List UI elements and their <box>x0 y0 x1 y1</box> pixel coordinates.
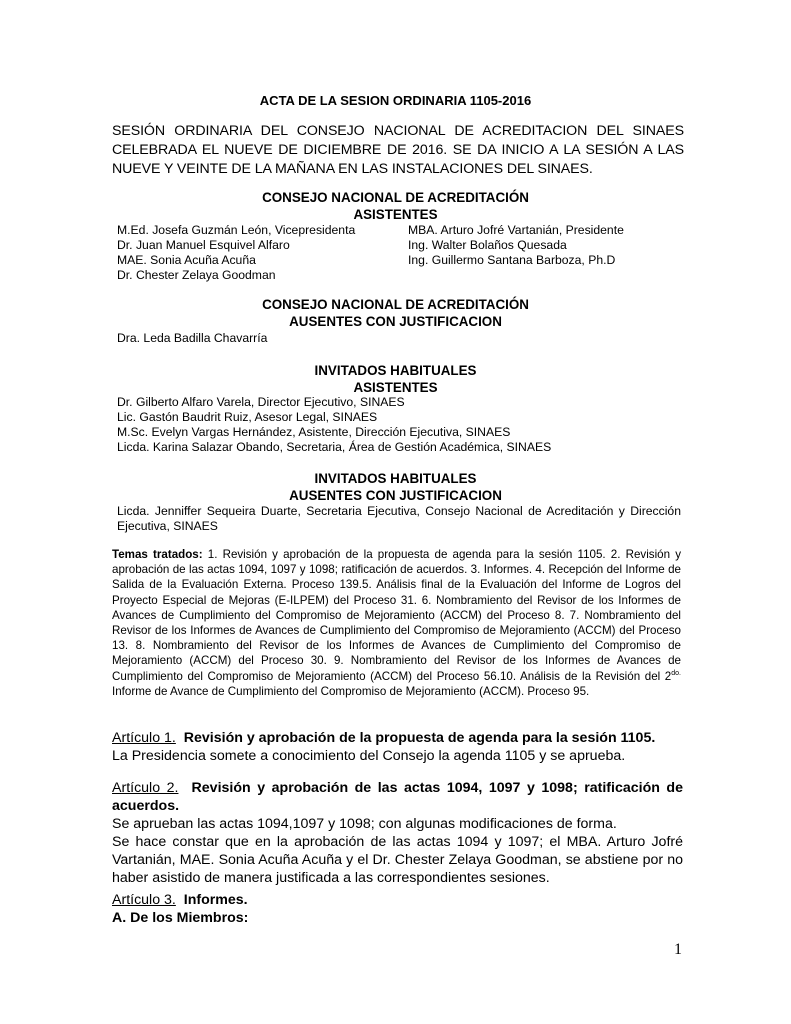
heading-line-2: ASISTENTES <box>353 380 438 395</box>
articulo-3 <box>112 891 683 927</box>
temas-tratados-paragraph <box>112 547 681 699</box>
articulo-1 <box>112 729 683 765</box>
articulo-2-body-1: Se aprueban las actas 1094,1097 y 1098; con algunas modificaciones de forma. <box>112 816 617 832</box>
articulo-3-title: Informes. <box>183 892 248 908</box>
attendee-name: M.Ed. Josefa Guzmán León, Vicepresidenta <box>117 223 356 237</box>
heading-line-2: AUSENTES CON JUSTIFICACION <box>289 488 502 503</box>
attendee-name: Ing. Walter Bolaños Quesada <box>408 238 567 252</box>
temas-superscript: do. <box>671 669 681 677</box>
consejo-ausentes-heading <box>0 296 791 330</box>
intro-paragraph: SESIÓN ORDINARIA DEL CONSEJO NACIONAL DE ACREDITACION DEL SINAES CELEBRADA EL NUEVE DE DICIEMBRE DE 2016. SE DA INICIO A LA SESIÓN A LAS NUEVE Y VEINTE DE LA MAÑANA EN LAS INSTALACIONES DEL SINAES. <box>112 123 684 177</box>
invitados-asistentes-list <box>117 395 551 455</box>
guest-name: Dr. Gilberto Alfaro Varela, Director Ejecutivo, SINAES <box>117 395 405 409</box>
heading-line-1: INVITADOS HABITUALES <box>314 363 477 378</box>
attendee-name: MAE. Sonia Acuña Acuña <box>117 253 256 267</box>
heading-line-1: CONSEJO NACIONAL DE ACREDITACIÓN <box>262 297 529 312</box>
attendee-name: Dr. Juan Manuel Esquivel Alfaro <box>117 238 290 252</box>
heading-line-2: AUSENTES CON JUSTIFICACION <box>289 314 502 329</box>
invitados-asistentes-heading <box>0 362 791 396</box>
articulo-2 <box>112 779 683 887</box>
attendee-name: Ing. Guillermo Santana Barboza, Ph.D <box>408 253 616 267</box>
consejo-asistentes-left-list <box>117 223 355 283</box>
articulo-1-body: La Presidencia somete a conocimiento del Consejo la agenda 1105 y se aprueba. <box>112 748 626 764</box>
consejo-asistentes-right-list <box>408 223 624 268</box>
articulo-2-label: Artículo 2. <box>112 780 179 796</box>
attendee-name: Dr. Chester Zelaya Goodman <box>117 268 276 282</box>
temas-text-end: Informe de Avance de Cumplimiento del Compromiso de Mejoramiento (ACCM). Proceso 95. <box>112 684 590 698</box>
document-title: ACTA DE LA SESION ORDINARIA 1105-2016 <box>259 93 532 108</box>
consejo-asistentes-heading <box>0 189 791 223</box>
articulo-3-subheading: A. De los Miembros: <box>112 910 249 926</box>
heading-line-1: CONSEJO NACIONAL DE ACREDITACIÓN <box>262 190 529 205</box>
guest-name: Lic. Gastón Baudrit Ruiz, Asesor Legal, SINAES <box>117 410 378 424</box>
temas-label: Temas tratados: <box>112 548 203 561</box>
invitados-ausentes-text: Licda. Jenniffer Sequeira Duarte, Secretaria Ejecutiva, Consejo Nacional de Acreditación y Dirección Ejecutiva, SINAES <box>117 504 681 533</box>
articulo-1-label: Artículo 1. <box>112 730 176 746</box>
attendee-name: MBA. Arturo Jofré Vartanián, Presidente <box>408 223 624 237</box>
page-number: 1 <box>674 941 682 958</box>
articulo-2-body-2: Se hace constar que en la aprobación de las actas 1094 y 1097; el MBA. Arturo Jofré Vartanián, MAE. Sonia Acuña Acuña y el Dr. Chester Zelaya Goodman, se abstiene por no haber asistido de manera justificada a las correspondientes sesiones. <box>112 834 683 886</box>
heading-line-1: INVITADOS HABITUALES <box>314 471 477 486</box>
articulo-3-label: Artículo 3. <box>112 892 176 908</box>
guest-name: Licda. Karina Salazar Obando, Secretaria, Área de Gestión Académica, SINAES <box>117 440 552 454</box>
consejo-ausentes-list <box>117 331 267 346</box>
articulo-2-title: Revisión y aprobación de las actas 1094, 1097 y 1098; ratificación de acuerdos. <box>112 780 683 814</box>
guest-name: M.Sc. Evelyn Vargas Hernández, Asistente, Dirección Ejecutiva, SINAES <box>117 425 511 439</box>
heading-line-2: ASISTENTES <box>353 207 438 222</box>
invitados-ausentes-heading <box>0 470 791 504</box>
temas-text: 1. Revisión y aprobación de la propuesta de agenda para la sesión 1105. 2. Revisión y aprobación de las actas 1094, 1097 y 1098; ratificación de acuerdos. 3. Informes. 4. Recepción del Informe de Salida de la Evaluación Externa. Proceso 139.5. Análisis final de la Evaluación del Informe de Logros del Proyecto Especial de Mejoras (E-ILPEM) del Proceso 31. 6. Nombramiento del Revisor de los Informes de Avances de Cumplimiento del Compromiso de Mejoramiento (ACCM) del Proceso 8. 7. Nombramiento del Revisor de los Informes de Avances de Cumplimiento del Compromiso de Mejoramiento (ACCM) del Proceso 13. 8. Nombramiento del Revisor de los Informes de Avances de Cumplimiento del Compromiso de Mejoramiento (ACCM) del Proceso 30. 9. Nombramiento del Revisor de los Informes de Avances de Cumplimiento del Compromiso de Mejoramiento (ACCM) del Proceso 56.10. Análisis de la Revisión del 2 <box>112 548 681 683</box>
absent-name: Dra. Leda Badilla Chavarría <box>117 331 268 345</box>
articulo-1-title: Revisión y aprobación de la propuesta de agenda para la sesión 1105. <box>183 730 656 746</box>
